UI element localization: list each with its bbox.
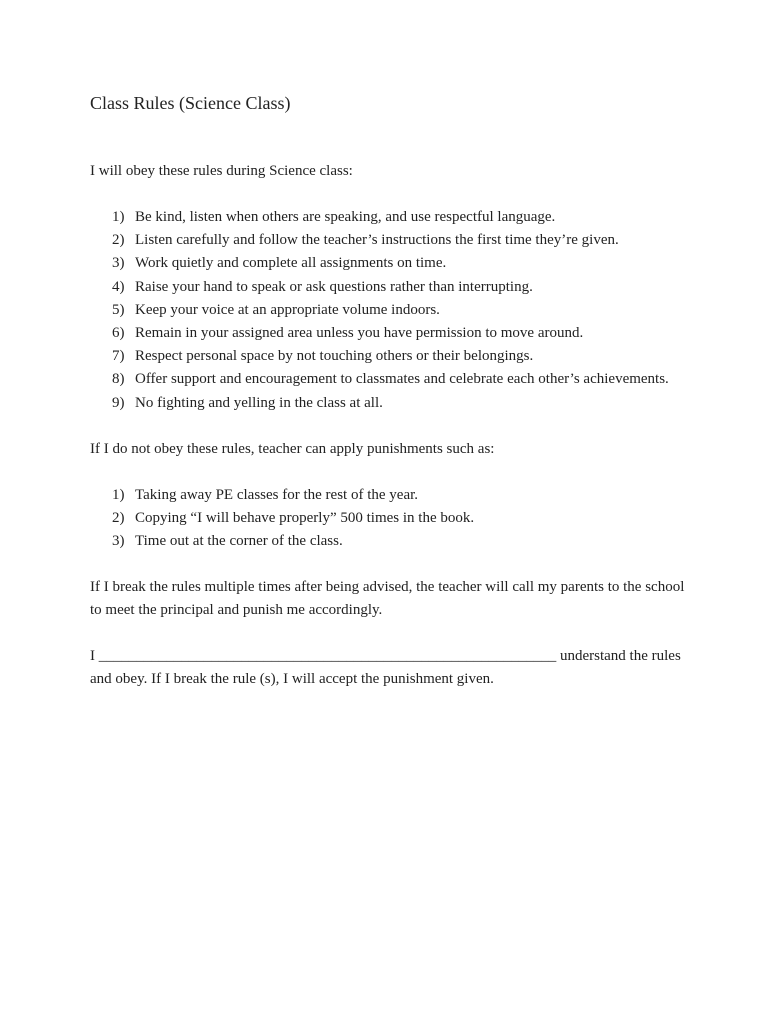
rules-list: [90, 206, 690, 415]
list-number: 3): [112, 255, 125, 272]
list-item: [90, 484, 690, 507]
list-item-text: Offer support and encouragement to classmates and celebrate each other’s achievements.: [135, 371, 669, 388]
list-number: 1): [112, 209, 125, 225]
list-number: 3): [112, 533, 125, 550]
list-number: 2): [112, 510, 125, 527]
list-item: [90, 368, 690, 391]
list-item-text: Taking away PE classes for the rest of the year.: [135, 486, 419, 503]
list-number: 2): [112, 232, 125, 249]
list-item-text: Remain in your assigned area unless you have permission to move around.: [135, 325, 584, 342]
page-title: Class Rules (Science Class): [90, 93, 291, 113]
list-item: [90, 276, 690, 299]
list-item-text: Raise your hand to speak or ask questions rather than interrupting.: [135, 278, 533, 295]
punishment-intro: If I do not obey these rules, teacher can apply punishments such as:: [90, 440, 495, 457]
list-item-text: Time out at the corner of the class.: [135, 533, 343, 550]
list-item-text: Listen carefully and follow the teacher’s instructions the first time they’re given.: [135, 232, 619, 249]
list-number: 1): [112, 486, 125, 503]
warning-paragraph: If I break the rules multiple times after being advised, the teacher will call my parents to the school to meet the principal and punish me accordingly.: [90, 579, 685, 619]
list-number: 7): [112, 348, 125, 365]
list-item: [90, 345, 690, 368]
list-item: [90, 530, 690, 553]
list-item: [90, 392, 690, 415]
list-number: 9): [112, 394, 125, 411]
rules-intro: I will obey these rules during Science class:: [90, 163, 353, 179]
list-item-text: Keep your voice at an appropriate volume indoors.: [135, 301, 440, 318]
list-item: [90, 252, 690, 275]
list-item-text: Respect personal space by not touching others or their belongings.: [135, 348, 534, 365]
document-page: [90, 90, 690, 691]
list-item-text: No fighting and yelling in the class at all.: [135, 394, 383, 411]
list-item: [90, 229, 690, 252]
list-item: [90, 299, 690, 322]
list-number: 5): [112, 301, 125, 318]
signature-line: I _____________________________________________________________ understand the rules and obey. If I break the rule (s), I will accept the punishment given.: [90, 648, 681, 688]
list-item-text: Be kind, listen when others are speaking, and use respectful language.: [135, 209, 556, 225]
list-item-text: Copying “I will behave properly” 500 times in the book.: [135, 510, 475, 527]
punishment-list: [90, 484, 690, 554]
list-item: [90, 507, 690, 530]
list-item: [90, 322, 690, 345]
list-number: 8): [112, 371, 125, 388]
list-item: [90, 206, 690, 229]
list-item-text: Work quietly and complete all assignments on time.: [135, 255, 447, 272]
list-number: 6): [112, 325, 125, 342]
list-number: 4): [112, 278, 125, 295]
